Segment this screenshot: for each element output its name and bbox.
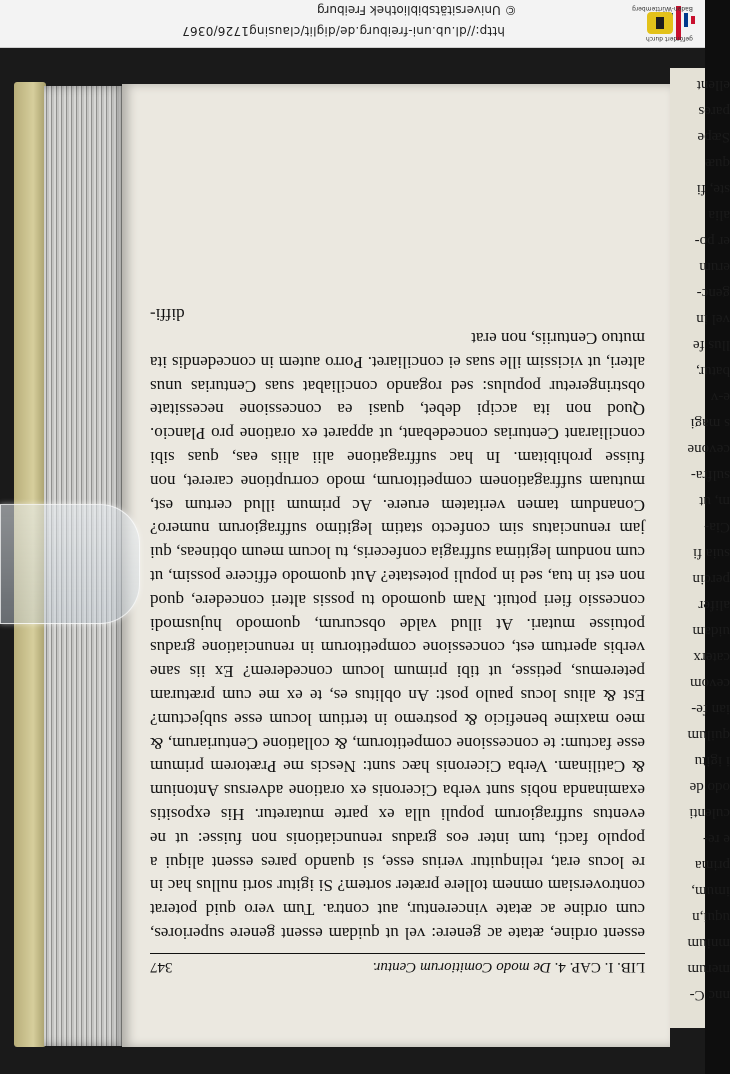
facing-page-fragment: s magi	[690, 415, 730, 431]
facing-page-fragment: alifer	[698, 597, 730, 613]
facing-page-fragment: uidam	[692, 623, 730, 639]
running-head-chapter: LIB. I. CAP. 4.	[554, 959, 645, 975]
facing-page-fragment: ian fe-	[691, 701, 730, 717]
glass-page-clip	[0, 504, 140, 624]
facing-page-fragment: imum,	[691, 883, 730, 899]
facing-page-fragment: sulfra-	[690, 467, 730, 483]
running-head-title: De modo Comitiorum Centur.	[372, 959, 551, 975]
facing-page-fragment: e re-	[702, 831, 730, 847]
facing-page-fragment: merum	[687, 961, 730, 977]
facing-page-fragment: ste, fi	[696, 181, 730, 197]
facing-page-fragment: culenti	[689, 805, 730, 821]
facing-page-fragment: cevone	[687, 441, 730, 457]
viewer-header-bar	[0, 0, 705, 48]
document-url[interactable]: http://dl.ub.uni-freiburg.de/diglit/clausing1726/0367	[182, 24, 505, 38]
copyright-notice: © Universitätsbibliothek Freiburg	[317, 3, 517, 17]
facing-page-fragment: Sæpe	[697, 129, 730, 145]
facing-page-fragment: erum	[699, 259, 730, 275]
facing-page-fragment: uqui,n	[692, 909, 730, 925]
facing-page-fragment: m, ut	[699, 493, 730, 509]
catchword: diffi-	[150, 305, 185, 325]
page-body-text: essent ordine, ætate ac genere: vel ut quidam essent genere superiores, cum ordine ac ætate vincerentur, aut contra. Tum vero quid poterat controversiam omnem tollere præter sortem? Si igitur sorti nullus hac in re locus erat, relinquitur verius esse, si quando pares essent aliqui a populo facti, tum inter eos gradus renunciationis non fuisse: ut ne eventus suffragiorum populi ulla ex parte mutaretur. His expositis examinanda nobis sunt verba Ciceronis ex oratione adversus Antonium & Catilinam. Verba Ciceronis hæc sunt: Nescis me Prætorem primum esse factum: te concessione competitorum, & collatione Centuriarum, & meo maxime beneficio & postremo in tertium locum esse subjectum? Est & alius locus paulo post: An oblitus es, te ex me cum præturam peteremus, petisse, ut tibi primum locum concederem? Ex iis sane verbis apertum est, concessione competitorum in renunciatione gradus potuisse mutari. At illud valde obscurum, quomodo hujusmodi concessio fieri potuit. Nam quomodo tu possis alteri concedere, quod non est in tua, sed in populi potestate? Aut quomodo efficere possim, ut cum nondum legitima suffragia confeceris, tu locum meum obtineas, qui jam renunciatus sim confecto statim legitimo suffragiorum numero? Conandum tamen veritatem eruere. Ac primum illud certum est, mutuam suffragationem competitorum, modo corruptione careret, non fuisse prohibitam. In hac suffragatione alii aliis eas, quas sibi conciliarant Centurias concedebant, ut apparet ex oratione pro Plancio. Quod non ita accipi debet, quasi ea concessione necessitate obstringeretur populus: sed rogando conciliabat suas Centurias unus alteri, ut vicissim ille suas ei conciliaret. Porro autem in concedendis ita mutuo Centuriis, non erat	[150, 329, 645, 943]
facing-page-fragment: quæ	[704, 155, 730, 171]
facing-page-text	[670, 68, 730, 1028]
facing-page-edge	[670, 68, 730, 1028]
facing-page-fragment: cevom	[690, 675, 730, 691]
facing-page-fragment: llus fe	[692, 337, 730, 353]
page-number: 347	[150, 959, 173, 975]
facing-page-fragment: odo de	[689, 779, 730, 795]
facing-page-fragment: alia	[708, 207, 730, 223]
facing-page-fragment: caterx	[693, 649, 730, 665]
facing-page-fragment: e-v	[710, 389, 730, 405]
facing-page-fragment: pares	[698, 103, 730, 119]
baden-wuerttemberg-crest-icon	[647, 12, 673, 34]
facing-page-fragment: vel in	[696, 311, 730, 327]
facing-page-fragment: nnc C-	[689, 987, 730, 1003]
facing-page-fragment: prima	[695, 857, 730, 873]
facing-page-fragment: i igitu	[694, 753, 730, 769]
facing-page-fragment: batur,	[696, 363, 730, 379]
facing-page-fragment: ellent	[696, 77, 730, 93]
running-head	[150, 953, 645, 975]
facing-page-fragment: mnium	[687, 935, 730, 951]
facing-page-fragment: quilum	[687, 727, 730, 743]
facing-page-fragment: suia fi	[692, 545, 730, 561]
facing-page-fragment: genc-	[696, 285, 730, 301]
facing-page-fragment: Cia-	[704, 519, 730, 535]
sponsor-region: Baden-Württemberg	[632, 5, 693, 12]
facing-page-fragment: percin	[692, 571, 730, 587]
facing-page-fragment: er po-	[694, 233, 730, 249]
sponsor-logo	[627, 3, 697, 45]
page-content-upside-down	[150, 60, 645, 975]
sponsor-caption: gefördert durch	[646, 35, 693, 42]
